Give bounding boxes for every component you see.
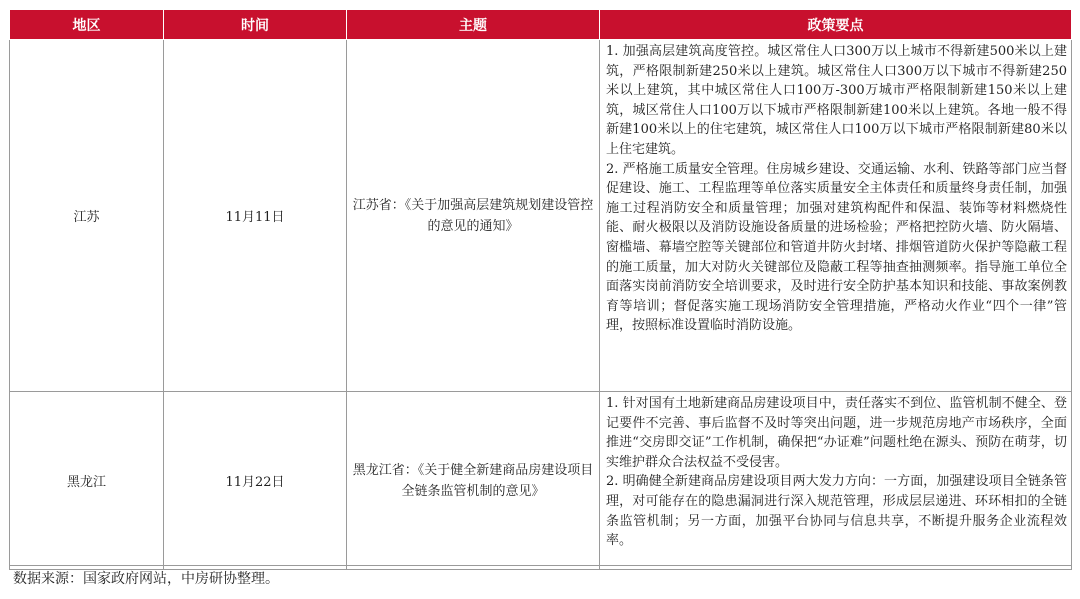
header-region: 地区 bbox=[10, 10, 164, 40]
policy-point: 2. 明确健全新建商品房建设项目两大发力方向：一方面，加强建设项目全链条管理，对可能存在的隐患漏洞进行深入规范管理，形成层层递进、环环相扣的全链条监管机制；另一方面，加强平台协同与信息共享，不断提升服务企业流程效率。 bbox=[606, 474, 1067, 549]
header-row bbox=[10, 10, 1072, 40]
theme-cell: 黑龙江省：《关于健全新建商品房建设项目全链条监管机制的意见》 bbox=[347, 392, 600, 570]
region-cell: 江苏 bbox=[10, 40, 164, 392]
data-source-note: 数据来源：国家政府网站，中房研协整理。 bbox=[9, 565, 1071, 592]
policy-points-cell bbox=[600, 392, 1072, 570]
region-cell: 黑龙江 bbox=[10, 392, 164, 570]
policy-point: 1. 加强高层建筑高度管控。城区常住人口300万以上城市不得新建500米以上建筑，严格限制新建250米以上建筑。城区常住人口300万以下城市不得新建250米以上建筑，其中城区常住人口100万-300万城市严格限制新建150米以上建筑，城区常住人口100万以下城市严格限制新建100米以上建筑。各地一般不得新建100米以上的住宅建筑，城区常住人口100万以下城市严格限制新建80米以上住宅建筑。 bbox=[606, 44, 1067, 157]
policy-table bbox=[9, 9, 1072, 570]
header-theme: 主题 bbox=[347, 10, 600, 40]
header-date: 时间 bbox=[164, 10, 347, 40]
date-cell: 11月11日 bbox=[164, 40, 347, 392]
policy-point: 2. 严格施工质量安全管理。住房城乡建设、交通运输、水利、铁路等部门应当督促建设、施工、工程监理等单位落实质量安全主体责任和质量终身责任制，加强施工过程消防安全和质量管理；加强对建筑构配件和保温、装饰等材料燃烧性能、耐火极限以及消防设施设备质量的进场检验；严格把控防火墙、防火隔墙、窗槛墙、幕墙空腔等关键部位和管道井防火封堵、排烟管道防火保护等隐蔽工程的施工质量，加大对防火关键部位及隐蔽工程等抽查抽测频率。指导施工单位全面落实岗前消防安全培训要求，及时进行安全防护基本知识和技能、事故案例教育等培训；督促落实施工现场消防安全管理措施，严格动火作业“四个一律”管理，按照标准设置临时消防设施。 bbox=[606, 161, 1067, 334]
date-cell: 11月22日 bbox=[164, 392, 347, 570]
table-row bbox=[10, 392, 1072, 570]
header-policy-points: 政策要点 bbox=[600, 10, 1072, 40]
policy-points-cell bbox=[600, 40, 1072, 392]
theme-cell: 江苏省：《关于加强高层建筑规划建设管控的意见的通知》 bbox=[347, 40, 600, 392]
policy-point: 1. 针对国有土地新建商品房建设项目中，责任落实不到位、监管机制不健全、登记要件不完善、事后监督不及时等突出问题，进一步规范房地产市场秩序，全面推进“交房即交证”工作机制，确保把“办证难”问题杜绝在源头、预防在萌芽，切实维护群众合法权益不受侵害。 bbox=[606, 396, 1067, 470]
table-row bbox=[10, 40, 1072, 392]
